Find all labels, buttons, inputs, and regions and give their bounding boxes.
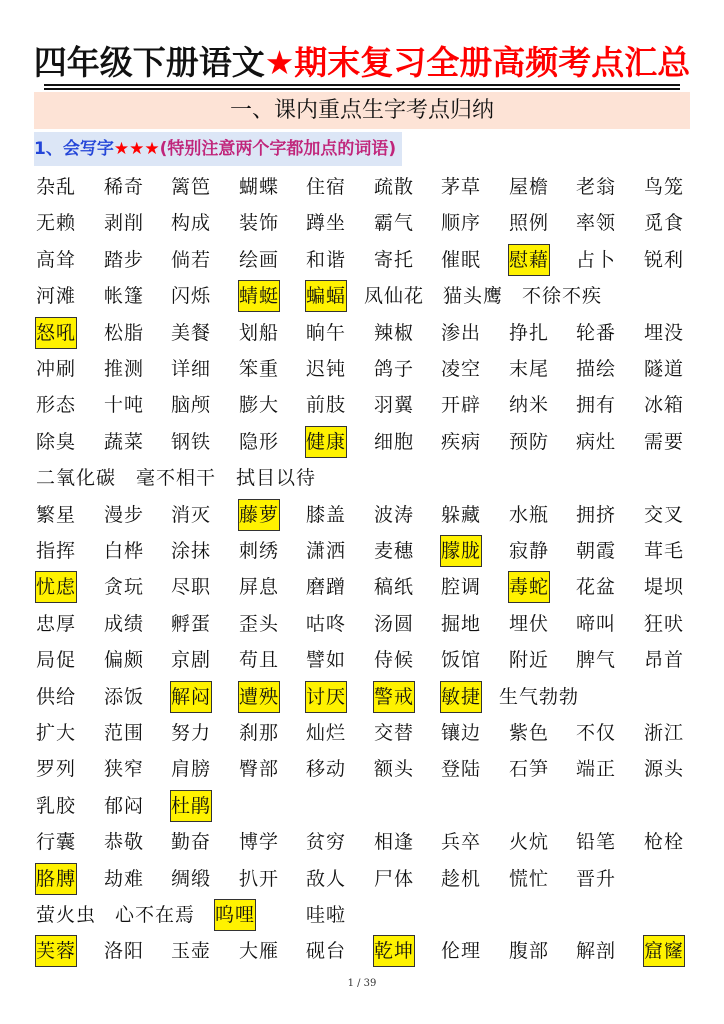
word: 玉壶 [171, 940, 212, 962]
highlighted-word: 蜻蜓 [239, 281, 279, 311]
word: 剥削 [104, 212, 145, 234]
word: 觅食 [644, 212, 685, 234]
word: 脾气 [576, 649, 617, 671]
word: 屏息 [239, 576, 280, 598]
word: 砚台 [306, 940, 347, 962]
word: 潇洒 [306, 540, 347, 562]
word: 添饭 [104, 686, 145, 708]
word: 埋伏 [509, 613, 550, 635]
highlighted-word: 朦胧 [441, 536, 481, 566]
word: 锐利 [644, 249, 685, 271]
word: 苟且 [239, 649, 280, 671]
word: 繁星 [36, 504, 77, 526]
word: 解剖 [576, 940, 617, 962]
word: 隧道 [644, 358, 685, 380]
word: 膨大 [239, 394, 280, 416]
word: 汤圆 [374, 613, 415, 635]
highlighted-word: 健康 [306, 427, 346, 457]
word: 屋檐 [509, 176, 550, 198]
word: 麦穗 [374, 540, 415, 562]
highlighted-word: 慰藉 [509, 245, 549, 275]
title-underline-2 [44, 88, 680, 90]
word: 踏步 [104, 249, 145, 271]
word: 涂抹 [171, 540, 212, 562]
word: 相逢 [374, 831, 415, 853]
word: 拭目以待 [236, 467, 317, 489]
word: 扒开 [239, 868, 280, 890]
word: 美餐 [171, 322, 212, 344]
highlighted-word: 呜哩 [215, 900, 255, 930]
word: 铅笔 [576, 831, 617, 853]
word: 郁闷 [104, 795, 145, 817]
word: 拥有 [576, 394, 617, 416]
word: 倘若 [171, 249, 212, 271]
word: 除臭 [36, 431, 77, 453]
word: 勤奋 [171, 831, 212, 853]
word: 高耸 [36, 249, 77, 271]
word: 成绩 [104, 613, 145, 635]
word: 笨重 [239, 358, 280, 380]
word: 范围 [104, 722, 145, 744]
word: 末尾 [509, 358, 550, 380]
word: 埋没 [644, 322, 685, 344]
word: 消灭 [171, 504, 212, 526]
word: 歪头 [239, 613, 280, 635]
word: 磨蹭 [306, 576, 347, 598]
word: 波涛 [374, 504, 415, 526]
word: 罗列 [36, 758, 77, 780]
word: 挣扎 [509, 322, 550, 344]
word: 朝霞 [576, 540, 617, 562]
word: 划船 [239, 322, 280, 344]
highlighted-word: 解闷 [171, 682, 211, 712]
word: 行囊 [36, 831, 77, 853]
word: 开辟 [441, 394, 482, 416]
word: 晌午 [306, 322, 347, 344]
word: 照例 [509, 212, 550, 234]
word: 构成 [171, 212, 212, 234]
word: 偏颇 [104, 649, 145, 671]
subsection-note: (特别注意两个字都加点的词语) [159, 139, 397, 159]
word: 装饰 [239, 212, 280, 234]
word: 狭窄 [104, 758, 145, 780]
word: 疾病 [441, 431, 482, 453]
word: 生气勃勃 [499, 686, 580, 708]
word: 蔬菜 [104, 431, 145, 453]
word: 登陆 [441, 758, 482, 780]
word: 花盆 [576, 576, 617, 598]
word: 移动 [306, 758, 347, 780]
word: 茅草 [441, 176, 482, 198]
word: 细胞 [374, 431, 415, 453]
word: 河滩 [36, 285, 77, 307]
word: 辣椒 [374, 322, 415, 344]
word: 松脂 [104, 322, 145, 344]
word: 老翁 [576, 176, 617, 198]
word: 鸟笼 [644, 176, 685, 198]
word: 恭敬 [104, 831, 145, 853]
subsection-label: 1、会写字 [34, 139, 114, 159]
word: 尽职 [171, 576, 212, 598]
word: 蝴蝶 [239, 176, 280, 198]
highlighted-word: 毒蛇 [509, 572, 549, 602]
word: 描绘 [576, 358, 617, 380]
highlighted-word: 蝙蝠 [306, 281, 346, 311]
word: 洛阳 [104, 940, 145, 962]
word: 譬如 [306, 649, 347, 671]
word: 堤坝 [644, 576, 685, 598]
word: 住宿 [306, 176, 347, 198]
highlighted-word: 敏捷 [441, 682, 481, 712]
word: 镶边 [441, 722, 482, 744]
word: 稀奇 [104, 176, 145, 198]
highlighted-word: 杜鹃 [171, 791, 211, 821]
word: 需要 [644, 431, 685, 453]
word: 臀部 [239, 758, 280, 780]
word: 霸气 [374, 212, 415, 234]
page-title [0, 40, 724, 86]
highlighted-word: 藤萝 [239, 500, 279, 530]
word: 轮番 [576, 322, 617, 344]
word: 源头 [644, 758, 685, 780]
word: 京剧 [171, 649, 212, 671]
word: 前肢 [306, 394, 347, 416]
section-heading: 一、课内重点生字考点归纳 [34, 92, 690, 129]
highlighted-word: 乾坤 [374, 936, 414, 966]
subsection-heading [34, 132, 402, 166]
word: 凌空 [441, 358, 482, 380]
word: 水瓶 [509, 504, 550, 526]
word: 稿纸 [374, 576, 415, 598]
word: 绸缎 [171, 868, 212, 890]
highlighted-word: 胳膊 [36, 864, 76, 894]
word: 猫头鹰 [443, 285, 504, 307]
word: 兵卒 [441, 831, 482, 853]
word: 躲藏 [441, 504, 482, 526]
word: 咕咚 [306, 613, 347, 635]
word: 努力 [171, 722, 212, 744]
word: 病灶 [576, 431, 617, 453]
word: 灿烂 [306, 722, 347, 744]
title-underline [44, 84, 680, 86]
word: 预防 [509, 431, 550, 453]
word: 刺绣 [239, 540, 280, 562]
word: 狂吠 [644, 613, 685, 635]
word: 哇啦 [306, 904, 347, 926]
word: 鸽子 [374, 358, 415, 380]
highlighted-word: 窟窿 [644, 936, 684, 966]
word: 白桦 [104, 540, 145, 562]
word: 隐形 [239, 431, 280, 453]
title-star-icon: ★ [264, 43, 295, 82]
word: 供给 [36, 686, 77, 708]
word: 贫穷 [306, 831, 347, 853]
word: 推测 [104, 358, 145, 380]
word: 十吨 [104, 394, 145, 416]
word: 疏散 [374, 176, 415, 198]
word: 顺序 [441, 212, 482, 234]
word: 杂乱 [36, 176, 77, 198]
word: 不仅 [576, 722, 617, 744]
word: 交叉 [644, 504, 685, 526]
word: 紫色 [509, 722, 550, 744]
word: 寂静 [509, 540, 550, 562]
word: 博学 [239, 831, 280, 853]
word: 肩膀 [171, 758, 212, 780]
word: 尸体 [374, 868, 415, 890]
word: 膝盖 [306, 504, 347, 526]
word: 腹部 [509, 940, 550, 962]
word: 石笋 [509, 758, 550, 780]
word: 刹那 [239, 722, 280, 744]
word: 指挥 [36, 540, 77, 562]
word: 漫步 [104, 504, 145, 526]
word: 二氧化碳 [36, 467, 117, 489]
highlighted-word: 讨厌 [306, 682, 346, 712]
word: 啼叫 [576, 613, 617, 635]
word: 拥挤 [576, 504, 617, 526]
word: 枪栓 [644, 831, 685, 853]
word: 局促 [36, 649, 77, 671]
page-number: 1 / 39 [347, 978, 377, 989]
word: 形态 [36, 394, 77, 416]
word: 火炕 [509, 831, 550, 853]
word: 劫难 [104, 868, 145, 890]
word: 晋升 [576, 868, 617, 890]
word: 帐篷 [104, 285, 145, 307]
word: 绘画 [239, 249, 280, 271]
word: 交替 [374, 722, 415, 744]
word: 大雁 [239, 940, 280, 962]
title-grade: 四年级下册语文 [33, 43, 265, 82]
subsection-stars: ★★★ [113, 139, 160, 159]
word: 慌忙 [509, 868, 550, 890]
word: 侍候 [374, 649, 415, 671]
word: 篱笆 [171, 176, 212, 198]
word: 冲刷 [36, 358, 77, 380]
word: 浙江 [644, 722, 685, 744]
word: 趁机 [441, 868, 482, 890]
word: 心不在焉 [115, 904, 196, 926]
word: 忠厚 [36, 613, 77, 635]
word: 迟钝 [306, 358, 347, 380]
word: 率领 [576, 212, 617, 234]
highlighted-word: 芙蓉 [36, 936, 76, 966]
word: 寄托 [374, 249, 415, 271]
word: 掘地 [441, 613, 482, 635]
word: 附近 [509, 649, 550, 671]
word: 乳胶 [36, 795, 77, 817]
word: 伦理 [441, 940, 482, 962]
word: 敌人 [306, 868, 347, 890]
word: 占卜 [576, 249, 617, 271]
word: 催眠 [441, 249, 482, 271]
word: 羽翼 [374, 394, 415, 416]
word: 昂首 [644, 649, 685, 671]
word: 萤火虫 [36, 904, 97, 926]
word: 饭馆 [441, 649, 482, 671]
word: 端正 [576, 758, 617, 780]
word: 扩大 [36, 722, 77, 744]
word: 纳米 [509, 394, 550, 416]
word: 不徐不疾 [522, 285, 603, 307]
title-topic: 期末复习全册高频考点汇总 [294, 43, 691, 82]
word: 闪烁 [171, 285, 212, 307]
highlighted-word: 怒吼 [36, 318, 76, 348]
word: 冰箱 [644, 394, 685, 416]
word: 和谐 [306, 249, 347, 271]
word: 详细 [171, 358, 212, 380]
word: 孵蛋 [171, 613, 212, 635]
word: 蹲坐 [306, 212, 347, 234]
word: 凤仙花 [364, 285, 425, 307]
word: 毫不相干 [136, 467, 217, 489]
word: 茸毛 [644, 540, 685, 562]
word: 渗出 [441, 322, 482, 344]
word: 钢铁 [171, 431, 212, 453]
word: 贪玩 [104, 576, 145, 598]
word: 无赖 [36, 212, 77, 234]
highlighted-word: 忧虑 [36, 572, 76, 602]
word: 脑颅 [171, 394, 212, 416]
word: 额头 [374, 758, 415, 780]
highlighted-word: 警戒 [374, 682, 414, 712]
word: 腔调 [441, 576, 482, 598]
highlighted-word: 遭殃 [239, 682, 279, 712]
